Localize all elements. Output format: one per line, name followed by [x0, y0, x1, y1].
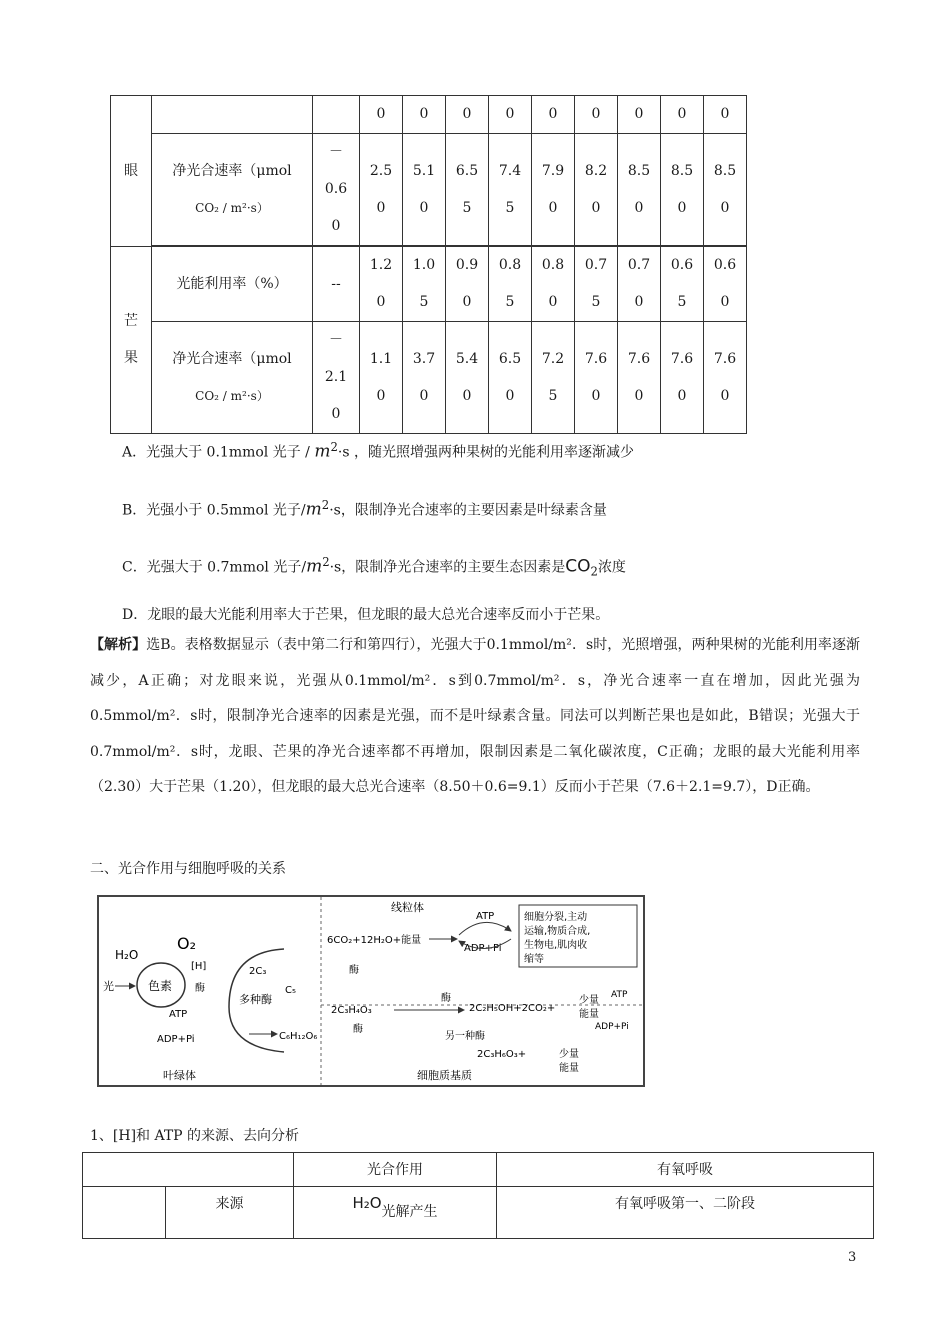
option-d: D．龙眼的最大光能利用率大于芒果，但龙眼的最大总光合速率反而小于芒果。 — [122, 607, 610, 623]
unit-sup: 2 — [330, 440, 338, 454]
cytosol-label: 细胞质基质 — [417, 1069, 472, 1082]
unit-m: m — [305, 499, 322, 520]
mango-light-value: 0.6 0 — [704, 247, 747, 322]
mango-net-label — [152, 322, 313, 434]
longan-net-value: 8.5 0 — [618, 134, 661, 246]
top-row-label-cell — [152, 96, 313, 134]
adp-chloro-label: ADP+Pi — [157, 1034, 195, 1045]
light-label: 光 — [103, 980, 114, 993]
analysis-text: 选B。表格数据显示（表中第二行和第四行），光强大于0.1mmol/m²．s时，光照增强，两种果树的光能利用率逐渐减少，A正确；对龙眼来说，光强从0.1mmol/m²．s到0.7mmol/m²．s，净光合速率一直在增加，因此光强为0.5mmol/m²．s时，限制净光合速率的因素是光强，而不是叶绿素含量。同法可以判断芒果也是如此，B错误；光强大于0.7mmol/m²．s时，龙眼、芒果的净光合速率都不再增加，限制因素是二氧化碳浓度，C正确；龙眼的最大光能利用率（2.30）大于芒果（1.20），但龙眼的最大总光合速率（8.50＋0.6=9.1）反而小于芒果（7.6＋2.1=9.7），D正确。 — [90, 637, 861, 795]
aerobic-products: 6CO₂+12H₂O+能量 — [327, 935, 422, 946]
option-c-rest: ，限制净光合速率的主要生态因素是 — [341, 559, 566, 576]
co2-sub: 2 — [590, 564, 598, 579]
mango-net-value: 7.6 0 — [661, 322, 704, 434]
net-label-line: CO₂ / m²·s） — [195, 200, 269, 215]
fruit-tree-data-table — [110, 95, 747, 434]
option-b — [122, 498, 607, 520]
top-row-value: 0 — [360, 96, 403, 134]
mango-net-value: 5.4 0 — [446, 322, 489, 434]
diagram-svg — [99, 897, 643, 1085]
option-a — [122, 440, 634, 462]
adp-cyto: ADP+Pi — [595, 1022, 629, 1032]
lactic-products: 2C₃H₆O₃+ — [477, 1049, 527, 1060]
value-line: 0.6 — [324, 181, 348, 197]
mango-light-value: 0.6 5 — [661, 247, 704, 322]
value-line: 2.1 — [324, 369, 348, 385]
unit-m: m — [314, 441, 331, 462]
unit-m: m — [306, 556, 323, 577]
option-c-end: 浓度 — [597, 559, 626, 576]
option-b-rest: ，限制净光合速率的主要因素是叶绿素含量 — [340, 502, 607, 519]
top-row-value: 0 — [575, 96, 618, 134]
glycolysis-enzyme: 酶 — [353, 1024, 363, 1035]
adp-label: ADP+Pi — [464, 943, 502, 954]
mito-label: 线粒体 — [391, 901, 424, 914]
unit-s: ·s — [329, 559, 342, 576]
blank-cell — [83, 1187, 166, 1239]
longan-label: 眼 — [124, 162, 138, 179]
alcohol-products: 2C₂H₅OH+2CO₂+ — [469, 1003, 556, 1014]
header-photosynthesis: 光合作用 — [294, 1153, 497, 1187]
top-row-value: 0 — [532, 96, 575, 134]
net-label-line: CO₂ / m²·s） — [195, 388, 269, 403]
mango-light-first: -- — [313, 247, 360, 322]
analysis-tag: 【解析】 — [90, 637, 147, 653]
co2-formula: CO — [565, 556, 591, 577]
longan-net-value: 7.9 0 — [532, 134, 575, 246]
option-c — [122, 555, 626, 578]
mango-light-value: 0.7 5 — [575, 247, 618, 322]
option-c-text: C．光强大于 0.7mmol 光子/ — [122, 559, 307, 576]
uses-line: 缩等 — [524, 954, 544, 965]
other-enzyme: 另一种酶 — [445, 1031, 485, 1042]
unit-s: ·s — [337, 444, 350, 461]
h2o-label: H₂O — [115, 948, 139, 962]
value-line: 0 — [331, 218, 341, 234]
photolysis-text: 光解产生 — [381, 1204, 438, 1220]
mango-net-value: 6.5 0 — [489, 322, 532, 434]
mango-net-first — [313, 322, 360, 434]
header-respiration: 有氧呼吸 — [497, 1153, 874, 1187]
mango-net-value: 7.6 0 — [704, 322, 747, 434]
h2o-formula: H₂O — [352, 1194, 382, 1212]
pyruvate-label: 2C₃H₄O₃ — [331, 1005, 372, 1016]
c3-label: 2C₃ — [249, 966, 267, 977]
h-atp-table — [82, 1152, 874, 1239]
row-label-source: 来源 — [166, 1187, 294, 1239]
longan-net-value: 2.5 0 — [360, 134, 403, 246]
photosynthesis-respiration-diagram — [97, 895, 645, 1087]
unit-s: ·s — [329, 502, 341, 519]
longan-label-cell — [111, 96, 152, 247]
mango-label-cell — [111, 247, 152, 434]
atp-label: ATP — [476, 911, 495, 922]
top-row-value: 0 — [704, 96, 747, 134]
longan-net-value: 8.5 0 — [704, 134, 747, 246]
option-b-text: B．光强小于 0.5mmol 光子/ — [122, 502, 306, 519]
corner-cell — [83, 1153, 294, 1187]
mango-light-value: 0.8 5 — [489, 247, 532, 322]
value-line: 0 — [331, 406, 341, 422]
analysis-paragraph — [90, 628, 860, 806]
mango-light-label: 光能利用率（%） — [152, 247, 313, 322]
sub-heading: 1、[H]和 ATP 的来源、去向分析 — [90, 1128, 300, 1144]
little-energy: 少量 — [579, 995, 599, 1006]
o2-label: O₂ — [177, 934, 197, 953]
longan-net-value: 5.1 0 — [403, 134, 446, 246]
top-row-value: 0 — [489, 96, 532, 134]
chloroplast-label: 叶绿体 — [163, 1069, 196, 1082]
c5-label: C₅ — [285, 985, 296, 996]
mango-net-value: 7.6 0 — [618, 322, 661, 434]
value-line: － — [329, 332, 343, 348]
value-line: － — [329, 144, 343, 160]
mango-label-char: 果 — [124, 350, 138, 366]
mango-net-value: 7.6 0 — [575, 322, 618, 434]
top-row-first-cell — [313, 96, 360, 134]
mito-enzyme: 酶 — [349, 965, 359, 976]
anaerobic-enzyme: 酶 — [441, 993, 451, 1004]
mango-light-value: 0.8 0 — [532, 247, 575, 322]
top-row-value: 0 — [661, 96, 704, 134]
longan-net-value: 6.5 5 — [446, 134, 489, 246]
section-heading: 二、光合作用与细胞呼吸的关系 — [90, 861, 286, 877]
mango-light-value: 0.7 0 — [618, 247, 661, 322]
top-row-value: 0 — [403, 96, 446, 134]
pigment-label: 色素 — [148, 979, 173, 993]
unit-sup: 2 — [321, 498, 330, 512]
mango-net-value: 7.2 5 — [532, 322, 575, 434]
glucose-label: C₆H₁₂O₆ — [279, 1031, 318, 1042]
mango-net-value: 1.1 0 — [360, 322, 403, 434]
unit-sup: 2 — [322, 555, 330, 569]
mango-net-value: 3.7 0 — [403, 322, 446, 434]
top-row-value: 0 — [618, 96, 661, 134]
uses-line: 生物电,肌肉收 — [524, 940, 588, 951]
resp-source: 有氧呼吸第一、二阶段 — [497, 1187, 874, 1239]
uses-line: 运输,物质合成, — [524, 926, 591, 937]
longan-net-value: 7.4 5 — [489, 134, 532, 246]
longan-net-value: 8.2 0 — [575, 134, 618, 246]
atp-chloro-label: ATP — [169, 1009, 188, 1020]
little-energy-2: 能量 — [559, 1063, 579, 1074]
mango-light-value: 1.2 0 — [360, 247, 403, 322]
option-a-rest: ，随光照增强两种果树的光能利用率逐渐减少 — [354, 444, 634, 461]
top-row-value: 0 — [446, 96, 489, 134]
h-label: [H] — [191, 961, 207, 972]
mango-label-char: 芒 — [124, 313, 138, 329]
longan-net-first — [313, 134, 360, 246]
little-energy-2: 少量 — [559, 1049, 579, 1060]
mango-light-value: 0.9 0 — [446, 247, 489, 322]
net-label-line: 净光合速率（μmol — [172, 350, 292, 367]
mango-light-value: 1.0 5 — [403, 247, 446, 322]
atp-cyto: ATP — [611, 990, 628, 1000]
little-energy: 能量 — [579, 1009, 599, 1020]
enzyme-label: 酶 — [195, 983, 205, 994]
uses-line: 细胞分裂,主动 — [524, 912, 588, 923]
net-label-line: 净光合速率（μmol — [172, 162, 292, 179]
multi-enzyme-label: 多种酶 — [239, 993, 272, 1006]
photo-source — [294, 1187, 497, 1239]
page-number: 3 — [848, 1250, 857, 1265]
longan-net-label — [152, 134, 313, 246]
longan-net-value: 8.5 0 — [661, 134, 704, 246]
option-a-text: A．光强大于 0.1mmol 光子 / — [122, 444, 310, 461]
